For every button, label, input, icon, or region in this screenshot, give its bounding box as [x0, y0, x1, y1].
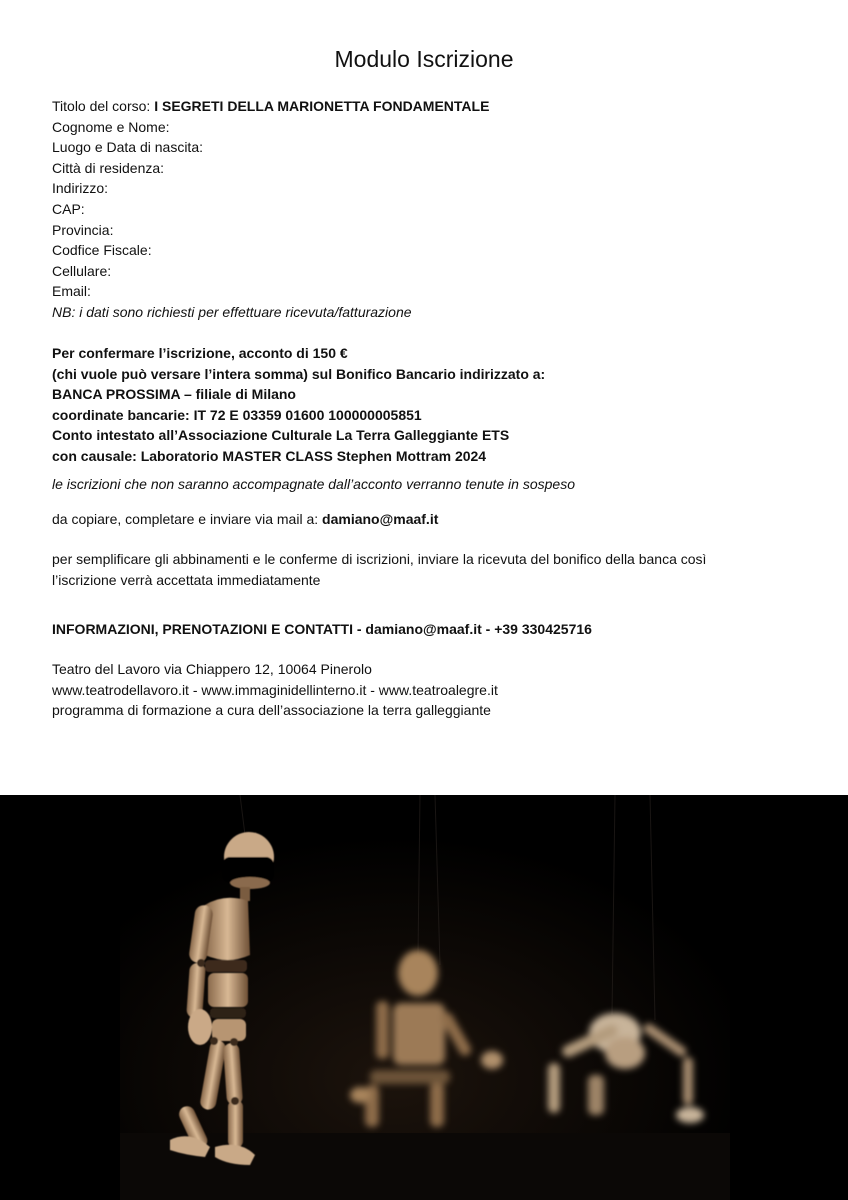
payment-instructions — [52, 343, 812, 467]
payment-line: con causale: Laboratorio MASTER CLASS Stephen Mottram 2024 — [52, 447, 487, 464]
info-contacts-text[interactable]: - damiano@maaf.it - +39 330425716 — [352, 621, 592, 637]
payment-line: BANCA PROSSIMA – filiale di Milano — [52, 386, 296, 403]
page-title: Modulo Iscrizione — [334, 46, 514, 72]
payment-line: coordinate bancarie: IT 72 E 03359 01600 100000005851 — [52, 406, 422, 423]
info-contacts — [52, 619, 812, 640]
field-cap[interactable]: CAP: — [52, 200, 85, 217]
venue-program: programma di formazione a cura dell’associazione la terra galleggiante — [52, 702, 491, 719]
field-tax-code[interactable]: Codfice Fiscale: — [52, 242, 152, 259]
payment-line: Per confermare l’iscrizione, acconto di 150 € — [52, 345, 348, 361]
venue-address: Teatro del Lavoro via Chiappero 12, 10064 Pinerolo — [52, 661, 372, 677]
field-city[interactable]: Città di residenza: — [52, 159, 165, 176]
simplify-note — [52, 549, 812, 590]
payment-line: Conto intestato all’Associazione Culturale La Terra Galleggiante ETS — [52, 427, 510, 444]
info-label: INFORMAZIONI, PRENOTAZIONI E CONTATTI — [52, 621, 353, 637]
field-address[interactable]: Indirizzo: — [52, 180, 109, 197]
suspend-note: le iscrizioni che non saranno accompagnate dall’acconto verranno tenute in sospeso — [52, 476, 575, 492]
payment-line: (chi vuole può versare l’intera somma) sul Bonifico Bancario indirizzato a: — [52, 365, 546, 382]
simplify-line: l’iscrizione verrà accettata immediatamente — [52, 571, 321, 588]
course-title-label: Titolo del corso: — [52, 98, 155, 114]
course-title-line — [52, 96, 812, 117]
field-birth-place-date[interactable]: Luogo e Data di nascita: — [52, 139, 203, 156]
venue-info — [52, 659, 812, 721]
registration-form — [52, 96, 812, 323]
marionette-image — [0, 795, 848, 1200]
marionette-photo — [0, 795, 848, 1200]
field-mobile[interactable]: Cellulare: — [52, 262, 112, 279]
copy-text: da copiare, completare e inviare via mail a: — [52, 511, 323, 527]
course-title-value: I SEGRETI DELLA MARIONETTA FONDAMENTALE — [154, 98, 490, 114]
field-email[interactable]: Email: — [52, 283, 91, 300]
data-note: NB: i dati sono richiesti per effettuare ricevuta/fatturazione — [52, 303, 412, 320]
simplify-line: per semplificare gli abbinamenti e le conferme di iscrizioni, inviare la ricevuta del bonifico della banca così — [52, 551, 707, 567]
email-link[interactable]: damiano@maaf.it — [322, 511, 439, 527]
field-full-name[interactable]: Cognome e Nome: — [52, 118, 170, 135]
field-province[interactable]: Provincia: — [52, 221, 114, 238]
venue-websites[interactable]: www.teatrodellavoro.it - www.immaginidellinterno.it - www.teatroalegre.it — [52, 681, 498, 698]
copy-instructions — [52, 509, 812, 530]
